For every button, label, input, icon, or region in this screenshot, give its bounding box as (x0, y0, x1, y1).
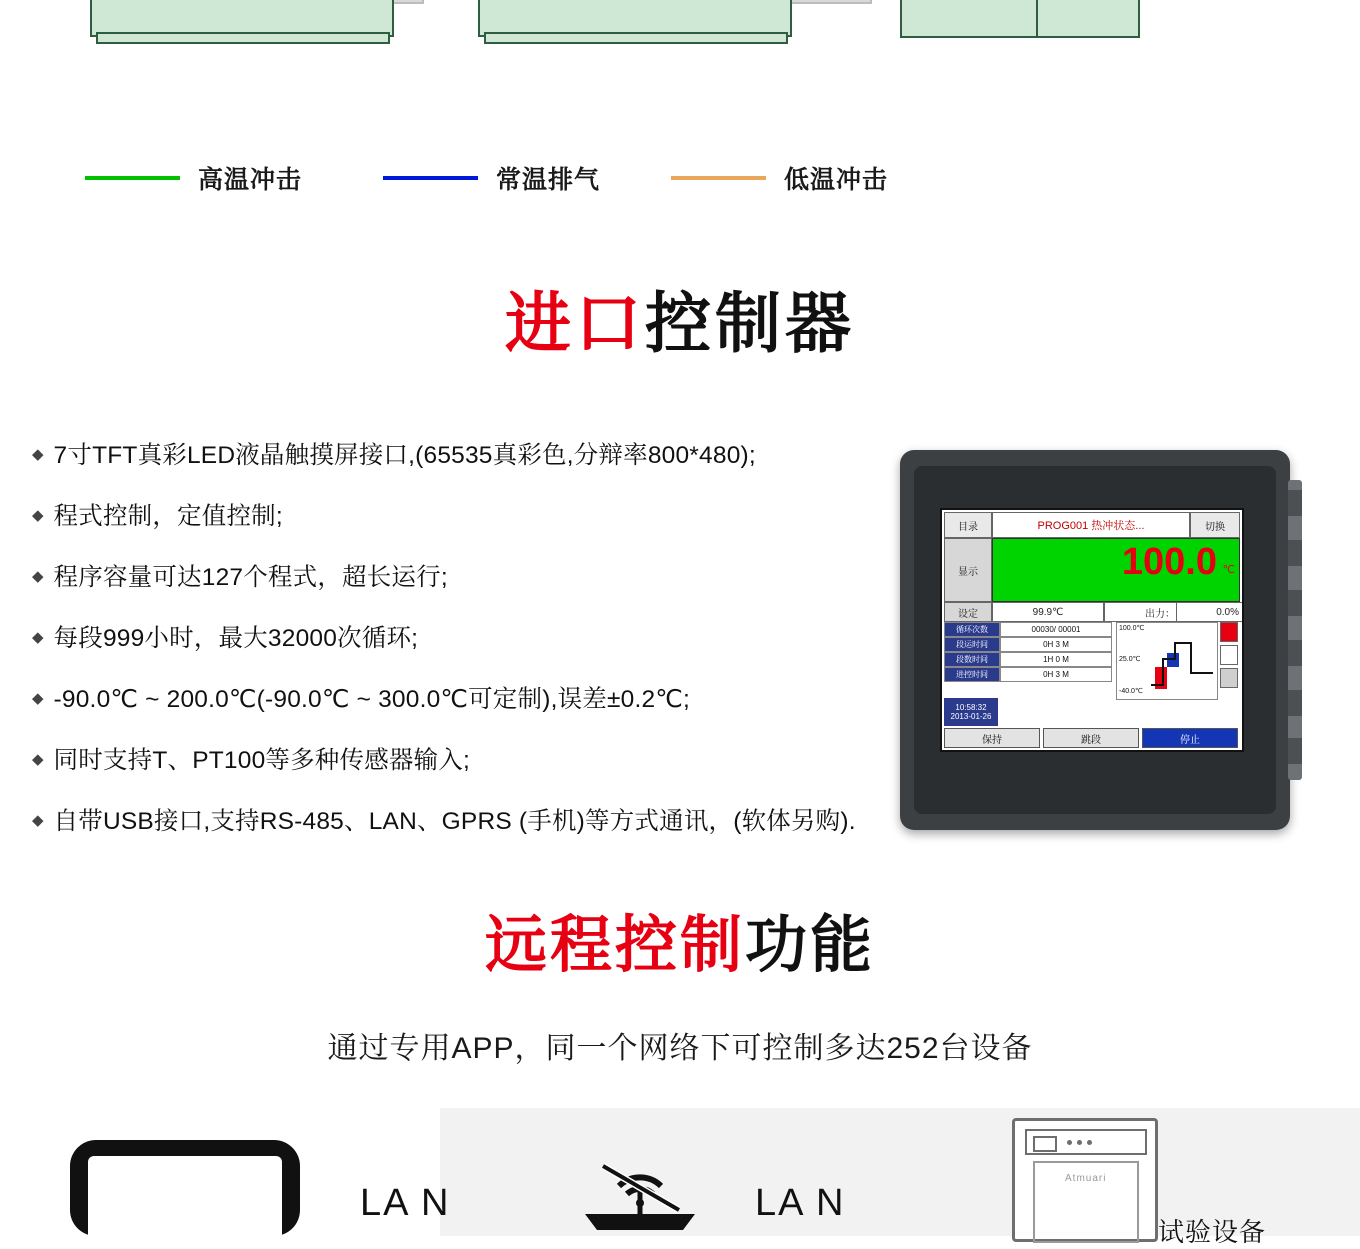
hmi-pv-value: 100.0 (1121, 541, 1217, 583)
feature-text: 程式控制，定值控制; (53, 503, 283, 530)
page-title-remote-red: 远程控制 (484, 911, 745, 980)
table-row-value: 00030/ 00001 (1000, 622, 1112, 637)
chamber-door (1033, 1161, 1139, 1243)
hmi-trend-graph (1116, 622, 1218, 700)
legend-label-0: 高温冲击 (198, 166, 303, 194)
router-icon (575, 1158, 705, 1236)
list-item (32, 684, 892, 715)
page-title-imported-controller (0, 286, 1360, 360)
list-item (32, 501, 892, 532)
hmi-switch-button[interactable]: 切换 (1190, 512, 1240, 538)
hmi-screen[interactable] (940, 508, 1244, 752)
hmi-graph-label-mid: 25.0℃ (1119, 656, 1141, 663)
lan-label-right: LA N (755, 1182, 846, 1224)
lan-label-left: LA N (360, 1182, 451, 1224)
legend (85, 152, 1085, 202)
list-item (32, 623, 892, 654)
bullet-diamond-icon: ◆ (32, 507, 44, 524)
product-diagram-strip (0, 0, 1360, 125)
chamber-screen-icon (1033, 1136, 1057, 1152)
tablet-screen (88, 1156, 282, 1246)
feature-text: 7寸TFT真彩LED液晶触摸屏接口,(65535真彩色,分辩率800*480); (53, 442, 756, 469)
feature-text: 程序容量可达127个程式，超长运行; (53, 564, 448, 591)
table-row (944, 652, 1112, 667)
chamber-caption: 试验设备 (1158, 1217, 1267, 1247)
hmi-graph-label-low: -40.0℃ (1119, 688, 1143, 695)
hmi-setpoint-value: 99.9℃ (992, 602, 1104, 622)
list-item (32, 806, 892, 837)
hmi-output-value: 0.0% (1176, 602, 1244, 622)
bullet-diamond-icon: ◆ (32, 568, 44, 585)
remote-subtitle: 通过专用APP，同一个网络下可控制多达252台设备 (327, 1032, 1033, 1065)
feature-text: 每段999小时，最大32000次循环; (53, 625, 419, 652)
feature-text: 自带USB接口,支持RS-485、LAN、GPRS (手机)等方式通讯，(软体另购). (53, 808, 856, 835)
legend-swatch-2 (671, 176, 766, 180)
hmi-display-button[interactable]: 显示 (944, 538, 992, 602)
feature-text: -90.0℃ ~ 200.0℃(-90.0℃ ~ 300.0℃可定制),误差±0.2℃; (53, 686, 691, 713)
feature-list (32, 440, 892, 867)
list-item (32, 562, 892, 593)
table-row (944, 637, 1112, 652)
hmi-stop-button[interactable]: 停止 (1142, 728, 1238, 748)
bullet-diamond-icon: ◆ (32, 446, 44, 463)
table-row-value: 0H 3 M (1000, 637, 1112, 652)
diagram-device-2 (478, 0, 868, 50)
table-row-label: 段运时间 (944, 637, 1000, 652)
hmi-button-row (944, 728, 1238, 748)
diagram-device-1 (90, 0, 420, 50)
table-row-label: 循环次数 (944, 622, 1000, 637)
hmi-chip-grey (1220, 668, 1238, 688)
page-title-imported-red: 进口 (505, 286, 645, 360)
hmi-clock (944, 698, 998, 726)
hmi-pv-unit: ℃ (1222, 564, 1235, 576)
table-row (944, 667, 1112, 682)
legend-swatch-1 (383, 176, 478, 180)
legend-item-1 (383, 160, 600, 196)
hmi-program-title: PROG001 热冲状态... (992, 512, 1190, 538)
legend-label-1: 常温排气 (496, 166, 601, 194)
table-row-label: 段数时间 (944, 652, 1000, 667)
legend-item-2 (671, 160, 888, 196)
chamber-brand-label: Atmuari (1065, 1173, 1107, 1184)
bullet-diamond-icon: ◆ (32, 812, 44, 829)
wifi-router-glyph (575, 1158, 705, 1236)
hmi-setpoint-label: 设定 (944, 602, 992, 622)
hmi-skip-button[interactable]: 跳段 (1043, 728, 1139, 748)
hmi-clock-time: 10:58:32 (955, 703, 987, 712)
hmi-pv-panel (992, 538, 1240, 602)
bullet-diamond-icon: ◆ (32, 751, 44, 768)
table-row-value: 1H 0 M (1000, 652, 1112, 667)
list-item (32, 745, 892, 776)
hmi-output-label: 出力： (1104, 602, 1179, 622)
chamber-knobs (1067, 1140, 1092, 1145)
tablet-illustration (70, 1140, 300, 1236)
page-title-imported-black: 控制器 (645, 286, 855, 360)
hmi-menu-button[interactable]: 目录 (944, 512, 992, 538)
legend-item-0 (85, 160, 302, 196)
hmi-indicator-chips (1220, 622, 1238, 691)
legend-label-2: 低温冲击 (784, 166, 889, 194)
feature-text: 同时支持T、PT100等多种传感器输入; (53, 747, 471, 774)
hmi-graph-plot (1117, 623, 1217, 699)
legend-swatch-0 (85, 176, 180, 180)
hmi-controller-photo (900, 450, 1300, 840)
hmi-chip-red (1220, 622, 1238, 642)
diagram-device-3 (900, 0, 1250, 50)
hmi-clock-date: 2013-01-26 (950, 712, 992, 721)
table-row (944, 622, 1112, 637)
page-title-remote-control (0, 911, 1360, 980)
table-row-label: 进控时间 (944, 667, 1000, 682)
chamber-control-panel (1025, 1129, 1147, 1155)
hmi-bezel (900, 450, 1290, 830)
hmi-status-table (944, 622, 1112, 682)
table-row-value: 0H 3 M (1000, 667, 1112, 682)
hmi-chip-white (1220, 645, 1238, 665)
bullet-diamond-icon: ◆ (32, 690, 44, 707)
hmi-graph-label-high: 100.0℃ (1119, 625, 1145, 632)
hmi-hold-button[interactable]: 保持 (944, 728, 1040, 748)
page-title-remote-black: 功能 (745, 911, 876, 980)
hmi-side-rail (1288, 480, 1302, 780)
test-chamber-illustration (1012, 1118, 1158, 1242)
list-item (32, 440, 892, 471)
bullet-diamond-icon: ◆ (32, 629, 44, 646)
